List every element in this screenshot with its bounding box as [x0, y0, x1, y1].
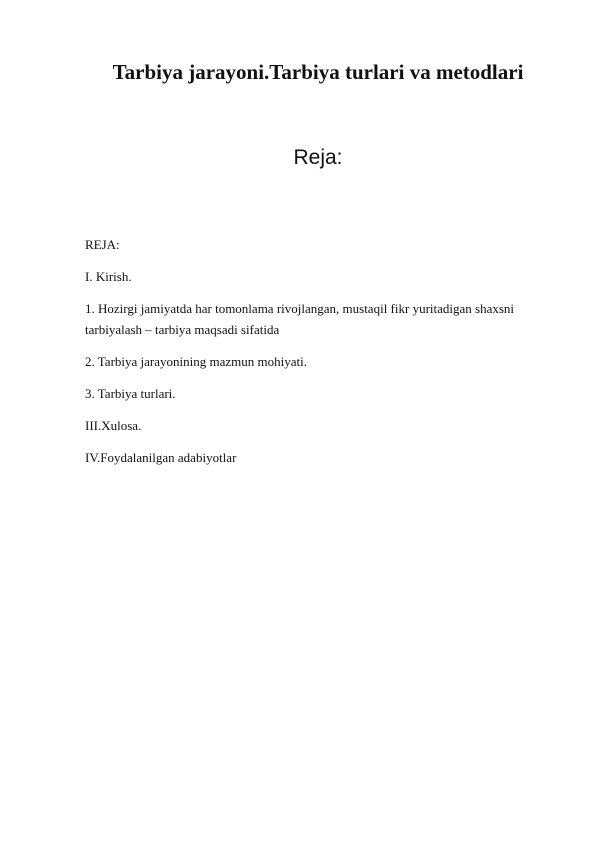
outline-item-references: IV.Foydalanilgan adabiyotlar: [85, 450, 237, 465]
plan-outline: [85, 234, 555, 479]
outline-item-1: 1. Hozirgi jamiyatda har tomonlama rivojlangan, mustaqil fikr yuritadigan shaxsni tarbiyalash – tarbiya maqsadi sifatida: [85, 301, 515, 337]
outline-item-3: 3. Tarbiya turlari.: [85, 386, 176, 401]
outline-item-2: 2. Tarbiya jarayonining mazmun mohiyati.: [85, 354, 307, 369]
document-title: Tarbiya jarayoni.Tarbiya turlari va metodlari: [112, 60, 524, 84]
plan-heading: Reja:: [293, 146, 343, 169]
outline-item-reja-label: REJA:: [85, 237, 120, 252]
outline-item-conclusion: III.Xulosa.: [85, 418, 142, 433]
outline-item-introduction: I. Kirish.: [85, 269, 132, 284]
